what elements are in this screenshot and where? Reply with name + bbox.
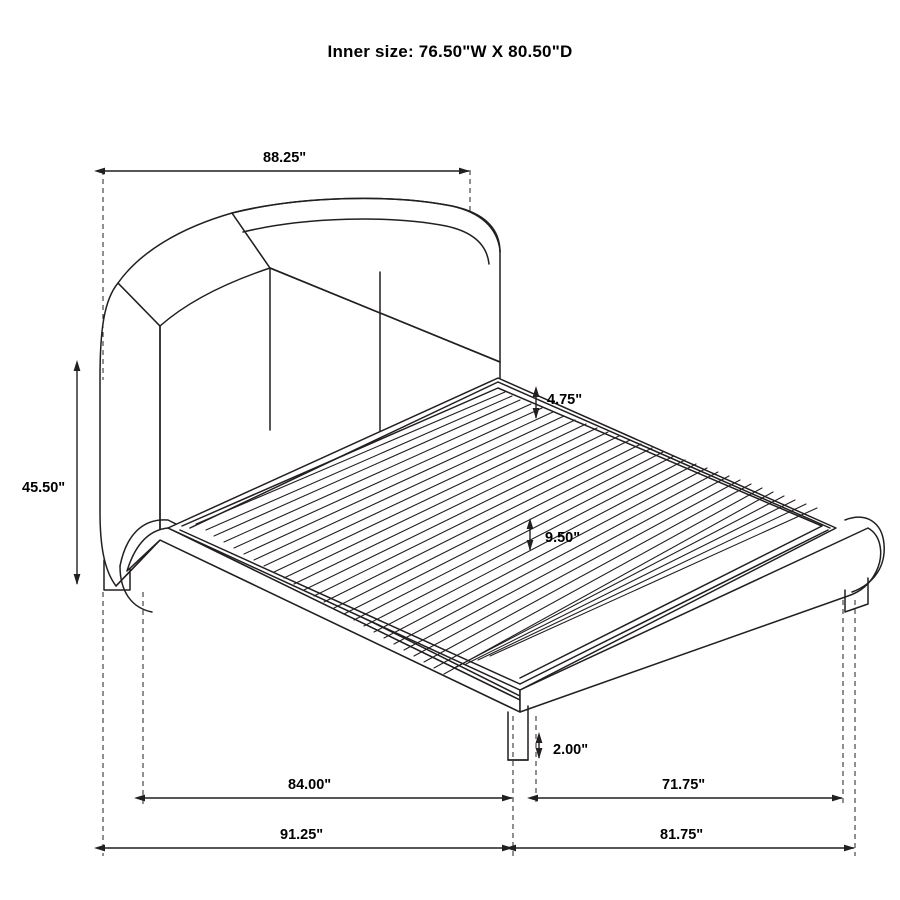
dimension-label-bottom-right-inner: 71.75" — [662, 777, 706, 793]
dimension-label-slat-gap-mid: 9.50" — [545, 530, 581, 546]
dimension-label-bottom-left-inner: 84.00" — [288, 777, 332, 793]
dimension-label-headboard-height: 45.50" — [22, 480, 66, 496]
dimension-label-bottom-left-outer: 91.25" — [280, 827, 324, 843]
dimension-label-top-width: 88.25" — [263, 150, 307, 166]
bed-outline — [100, 198, 884, 760]
dimension-label-foot-clearance: 2.00" — [553, 742, 589, 758]
page-title: Inner size: 76.50"W X 80.50"D — [327, 42, 573, 61]
dimension-label-slat-gap-top: 4.75" — [547, 392, 583, 408]
dimension-label-bottom-right-outer: 81.75" — [660, 827, 704, 843]
